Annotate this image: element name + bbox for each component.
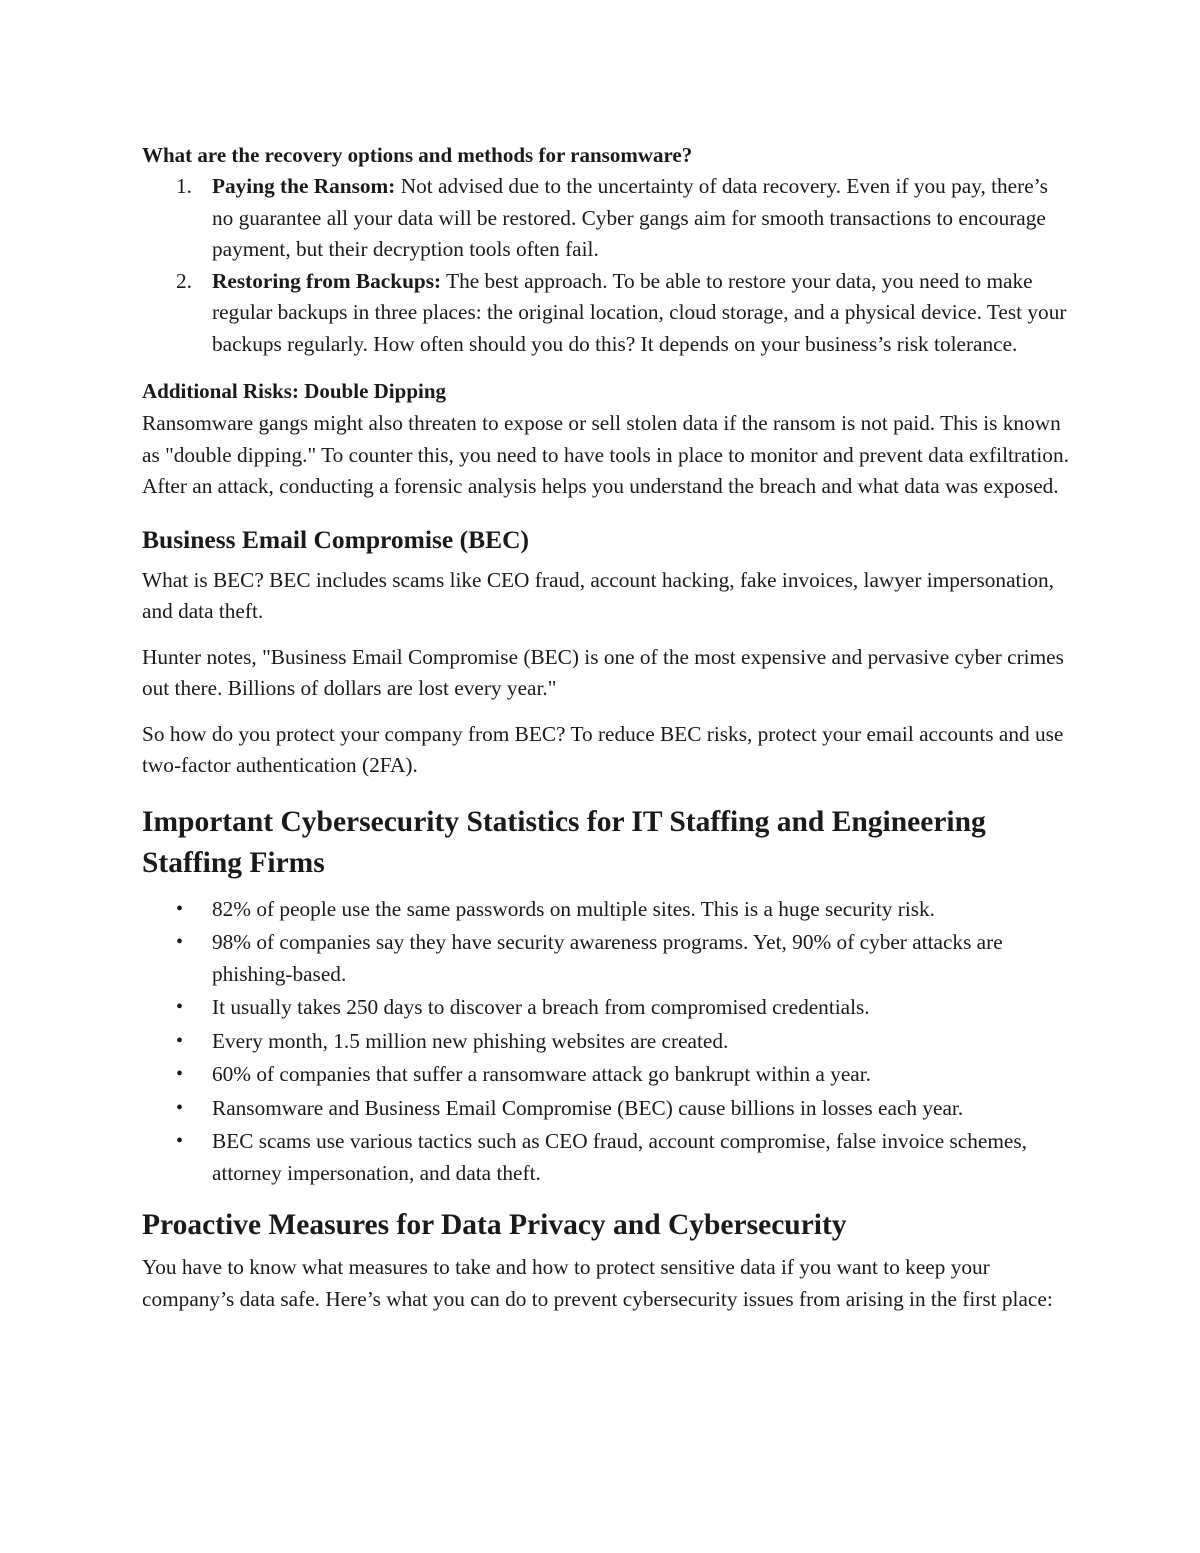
bullet: • <box>176 897 184 920</box>
stats-heading: Important Cybersecurity Statistics for IT Staffing and Engineering Staffing Firms <box>142 805 986 879</box>
list-item <box>142 266 1072 361</box>
list-item <box>142 927 1072 990</box>
list-item <box>142 894 1072 926</box>
list-item-text: The best approach. To be able to restore your data, you need to make regular backups in three places: the original location, cloud storage, and a physical device. Test your backups regularly. How often should you do this? It depends on your business’s risk tolerance. <box>212 268 1067 356</box>
double-dipping-paragraph: Ransomware gangs might also threaten to expose or sell stolen data if the ransom is not paid. This is known as "double dipping." To counter this, you need to have tools in place to monitor and prevent data exfiltration. After an attack, conducting a forensic analysis helps you understand the breach and what data was exposed. <box>142 411 1069 498</box>
bullet: • <box>176 1130 184 1152</box>
document-page <box>142 140 1072 1315</box>
list-item-text: Every month, 1.5 million new phishing websites are created. <box>212 1028 729 1053</box>
recovery-options-list <box>142 171 1072 360</box>
list-item <box>142 171 1072 266</box>
list-item <box>142 1093 1072 1125</box>
double-dipping-heading: Additional Risks: Double Dipping <box>142 379 447 403</box>
list-item-text: 98% of companies say they have security awareness programs. Yet, 90% of cyber attacks are phishing-based. <box>212 930 1003 986</box>
list-item <box>142 1126 1072 1189</box>
bullet: • <box>176 1029 184 1052</box>
bec-paragraph-1: What is BEC? BEC includes scams like CEO fraud, account hacking, fake invoices, lawyer impersonation, and data theft. <box>142 567 1054 623</box>
list-item <box>142 1059 1072 1091</box>
bullet: • <box>176 1063 184 1085</box>
list-item-text: 60% of companies that suffer a ransomware attack go bankrupt within a year. <box>212 1062 871 1086</box>
stats-list <box>142 894 1072 1190</box>
list-item-label: Restoring from Backups: <box>212 268 442 293</box>
bullet: • <box>176 1096 184 1119</box>
list-item <box>142 992 1072 1024</box>
list-item-text: It usually takes 250 days to discover a breach from compromised credentials. <box>212 995 870 1019</box>
list-number: 1. <box>176 174 192 198</box>
bullet: • <box>176 931 184 953</box>
bec-paragraph-3: So how do you protect your company from BEC? To reduce BEC risks, protect your email accounts and use two-factor authentication (2FA). <box>142 721 1064 777</box>
recovery-heading: What are the recovery options and methods for ransomware? <box>142 143 693 167</box>
bullet: • <box>176 996 184 1018</box>
list-item <box>142 1026 1072 1058</box>
proactive-paragraph: You have to know what measures to take and how to protect sensitive data if you want to keep your company’s data safe. Here’s what you can do to prevent cybersecurity issues from arising in the first place: <box>142 1255 1053 1311</box>
proactive-heading: Proactive Measures for Data Privacy and Cybersecurity <box>142 1209 847 1241</box>
bec-paragraph-2: Hunter notes, "Business Email Compromise (BEC) is one of the most expensive and pervasive cyber crimes out there. Billions of dollars are lost every year." <box>142 644 1064 700</box>
list-item-label: Paying the Ransom: <box>212 174 396 198</box>
list-item-text: BEC scams use various tactics such as CEO fraud, account compromise, false invoice schemes, attorney impersonation, and data theft. <box>212 1129 1027 1185</box>
list-number: 2. <box>176 268 192 293</box>
list-item-text: Ransomware and Business Email Compromise (BEC) cause billions in losses each year. <box>212 1095 964 1120</box>
bec-heading: Business Email Compromise (BEC) <box>142 524 530 554</box>
list-item-text: 82% of people use the same passwords on multiple sites. This is a huge security risk. <box>212 896 935 921</box>
list-item-text: Not advised due to the uncertainty of data recovery. Even if you pay, there’s no guarantee all your data will be restored. Cyber gangs aim for smooth transactions to encourage payment, but their decryption tools often fail. <box>212 174 1048 261</box>
